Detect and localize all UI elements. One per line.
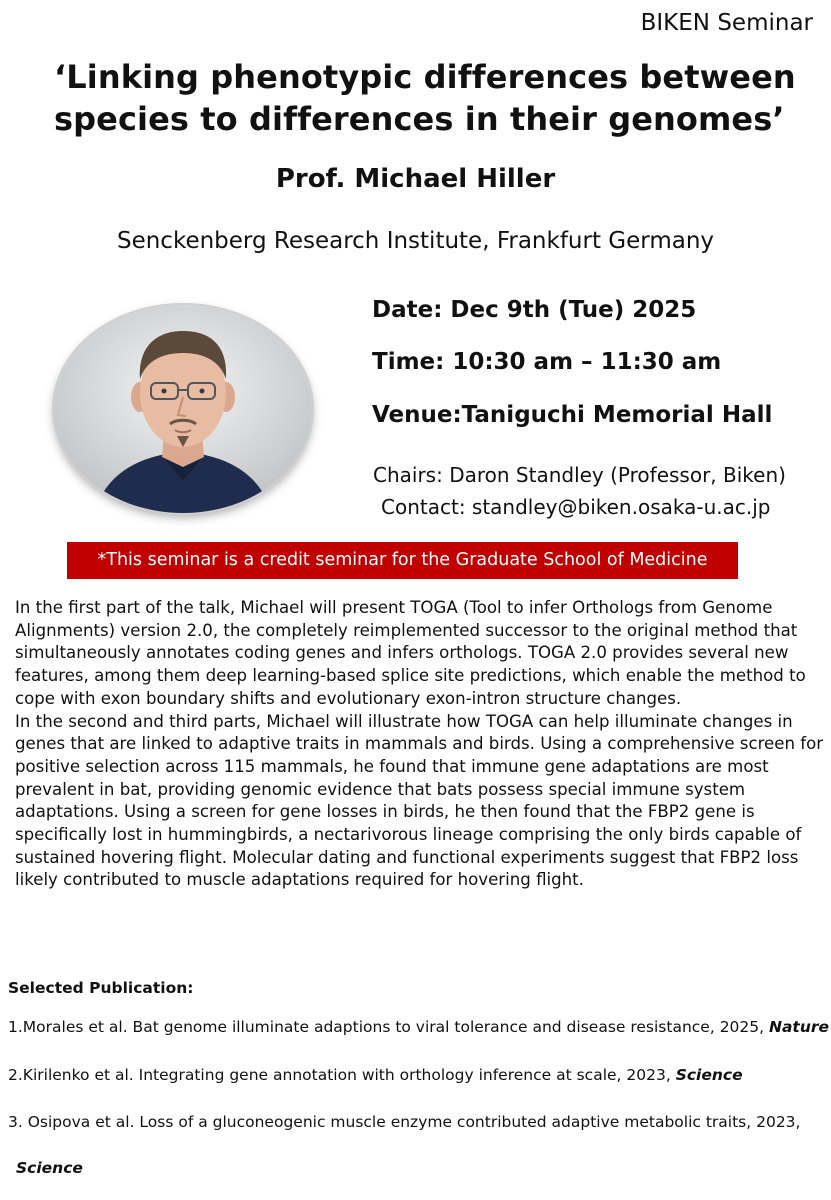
publication-journal: Nature (769, 1018, 830, 1036)
publication-item-3 (8, 1113, 800, 1131)
publication-citation: 2.Kirilenko et al. Integrating gene annotation with orthology inference at scale, 2023, (8, 1066, 676, 1084)
talk-title-line-2: species to differences in their genomes’ (54, 100, 785, 138)
event-time: Time: 10:30 am – 11:30 am (372, 349, 722, 375)
publication-citation: 1.Morales et al. Bat genome illuminate adaptions to viral tolerance and disease resistance, 2025, (8, 1018, 769, 1036)
speaker-portrait-icon (54, 305, 312, 513)
publication-journal: Science (675, 1066, 743, 1084)
speaker-affiliation: Senckenberg Research Institute, Frankfurt Germany (116, 228, 715, 254)
talk-title-line-1: ‘Linking phenotypic differences between (54, 58, 796, 96)
publications-heading: Selected Publication: (8, 979, 194, 997)
publication-journal: Science (16, 1159, 83, 1177)
publication-citation: 3. Osipova et al. Loss of a gluconeogenic muscle enzyme contributed adaptive metabolic traits, 2023, (8, 1113, 801, 1131)
event-date: Date: Dec 9th (Tue) 2025 (372, 297, 697, 323)
credit-seminar-banner: *This seminar is a credit seminar for the Graduate School of Medicine (67, 542, 738, 579)
abstract-paragraph-1: In the first part of the talk, Michael will present TOGA (Tool to infer Orthologs from Genome Alignments) version 2.0, the completely reimplemented successor to the original method that simultaneously annotates coding genes and infers orthologs. TOGA 2.0 provides several new features, among them deep learning-based splice site predictions, which enable the method to cope with exon boundary shifts and evolutionary exon-intron structure changes. (15, 598, 806, 708)
event-venue: Venue:Taniguchi Memorial Hall (372, 402, 773, 428)
talk-title (54, 56, 814, 140)
abstract-paragraph-2: In the second and third parts, Michael will illustrate how TOGA can help illuminate changes in genes that are linked to adaptive traits in mammals and birds. Using a comprehensive screen for positive selection across 115 mammals, he found that immune gene adaptations are most prevalent in bat, providing genomic evidence that bats possess special immune system adaptations. Using a screen for gene losses in birds, he then found that the FBP2 gene is specifically lost in hummingbirds, a nectarivorous lineage comprising the only birds capable of sustained hovering flight. Molecular dating and functional experiments suggest that FBP2 loss likely contributed to muscle adaptations required for hovering flight. (15, 711, 824, 890)
publication-item-2 (8, 1066, 743, 1084)
speaker-name: Prof. Michael Hiller (275, 164, 556, 194)
publication-item-1 (8, 1018, 829, 1036)
speaker-photo (54, 305, 312, 513)
event-contact: Contact: standley@biken.osaka-u.ac.jp (381, 495, 771, 519)
talk-abstract (15, 597, 825, 892)
event-chairs: Chairs: Daron Standley (Professor, Biken) (373, 463, 786, 487)
seminar-series-label: BIKEN Seminar (640, 10, 813, 36)
publication-item-3-journal (16, 1159, 83, 1177)
